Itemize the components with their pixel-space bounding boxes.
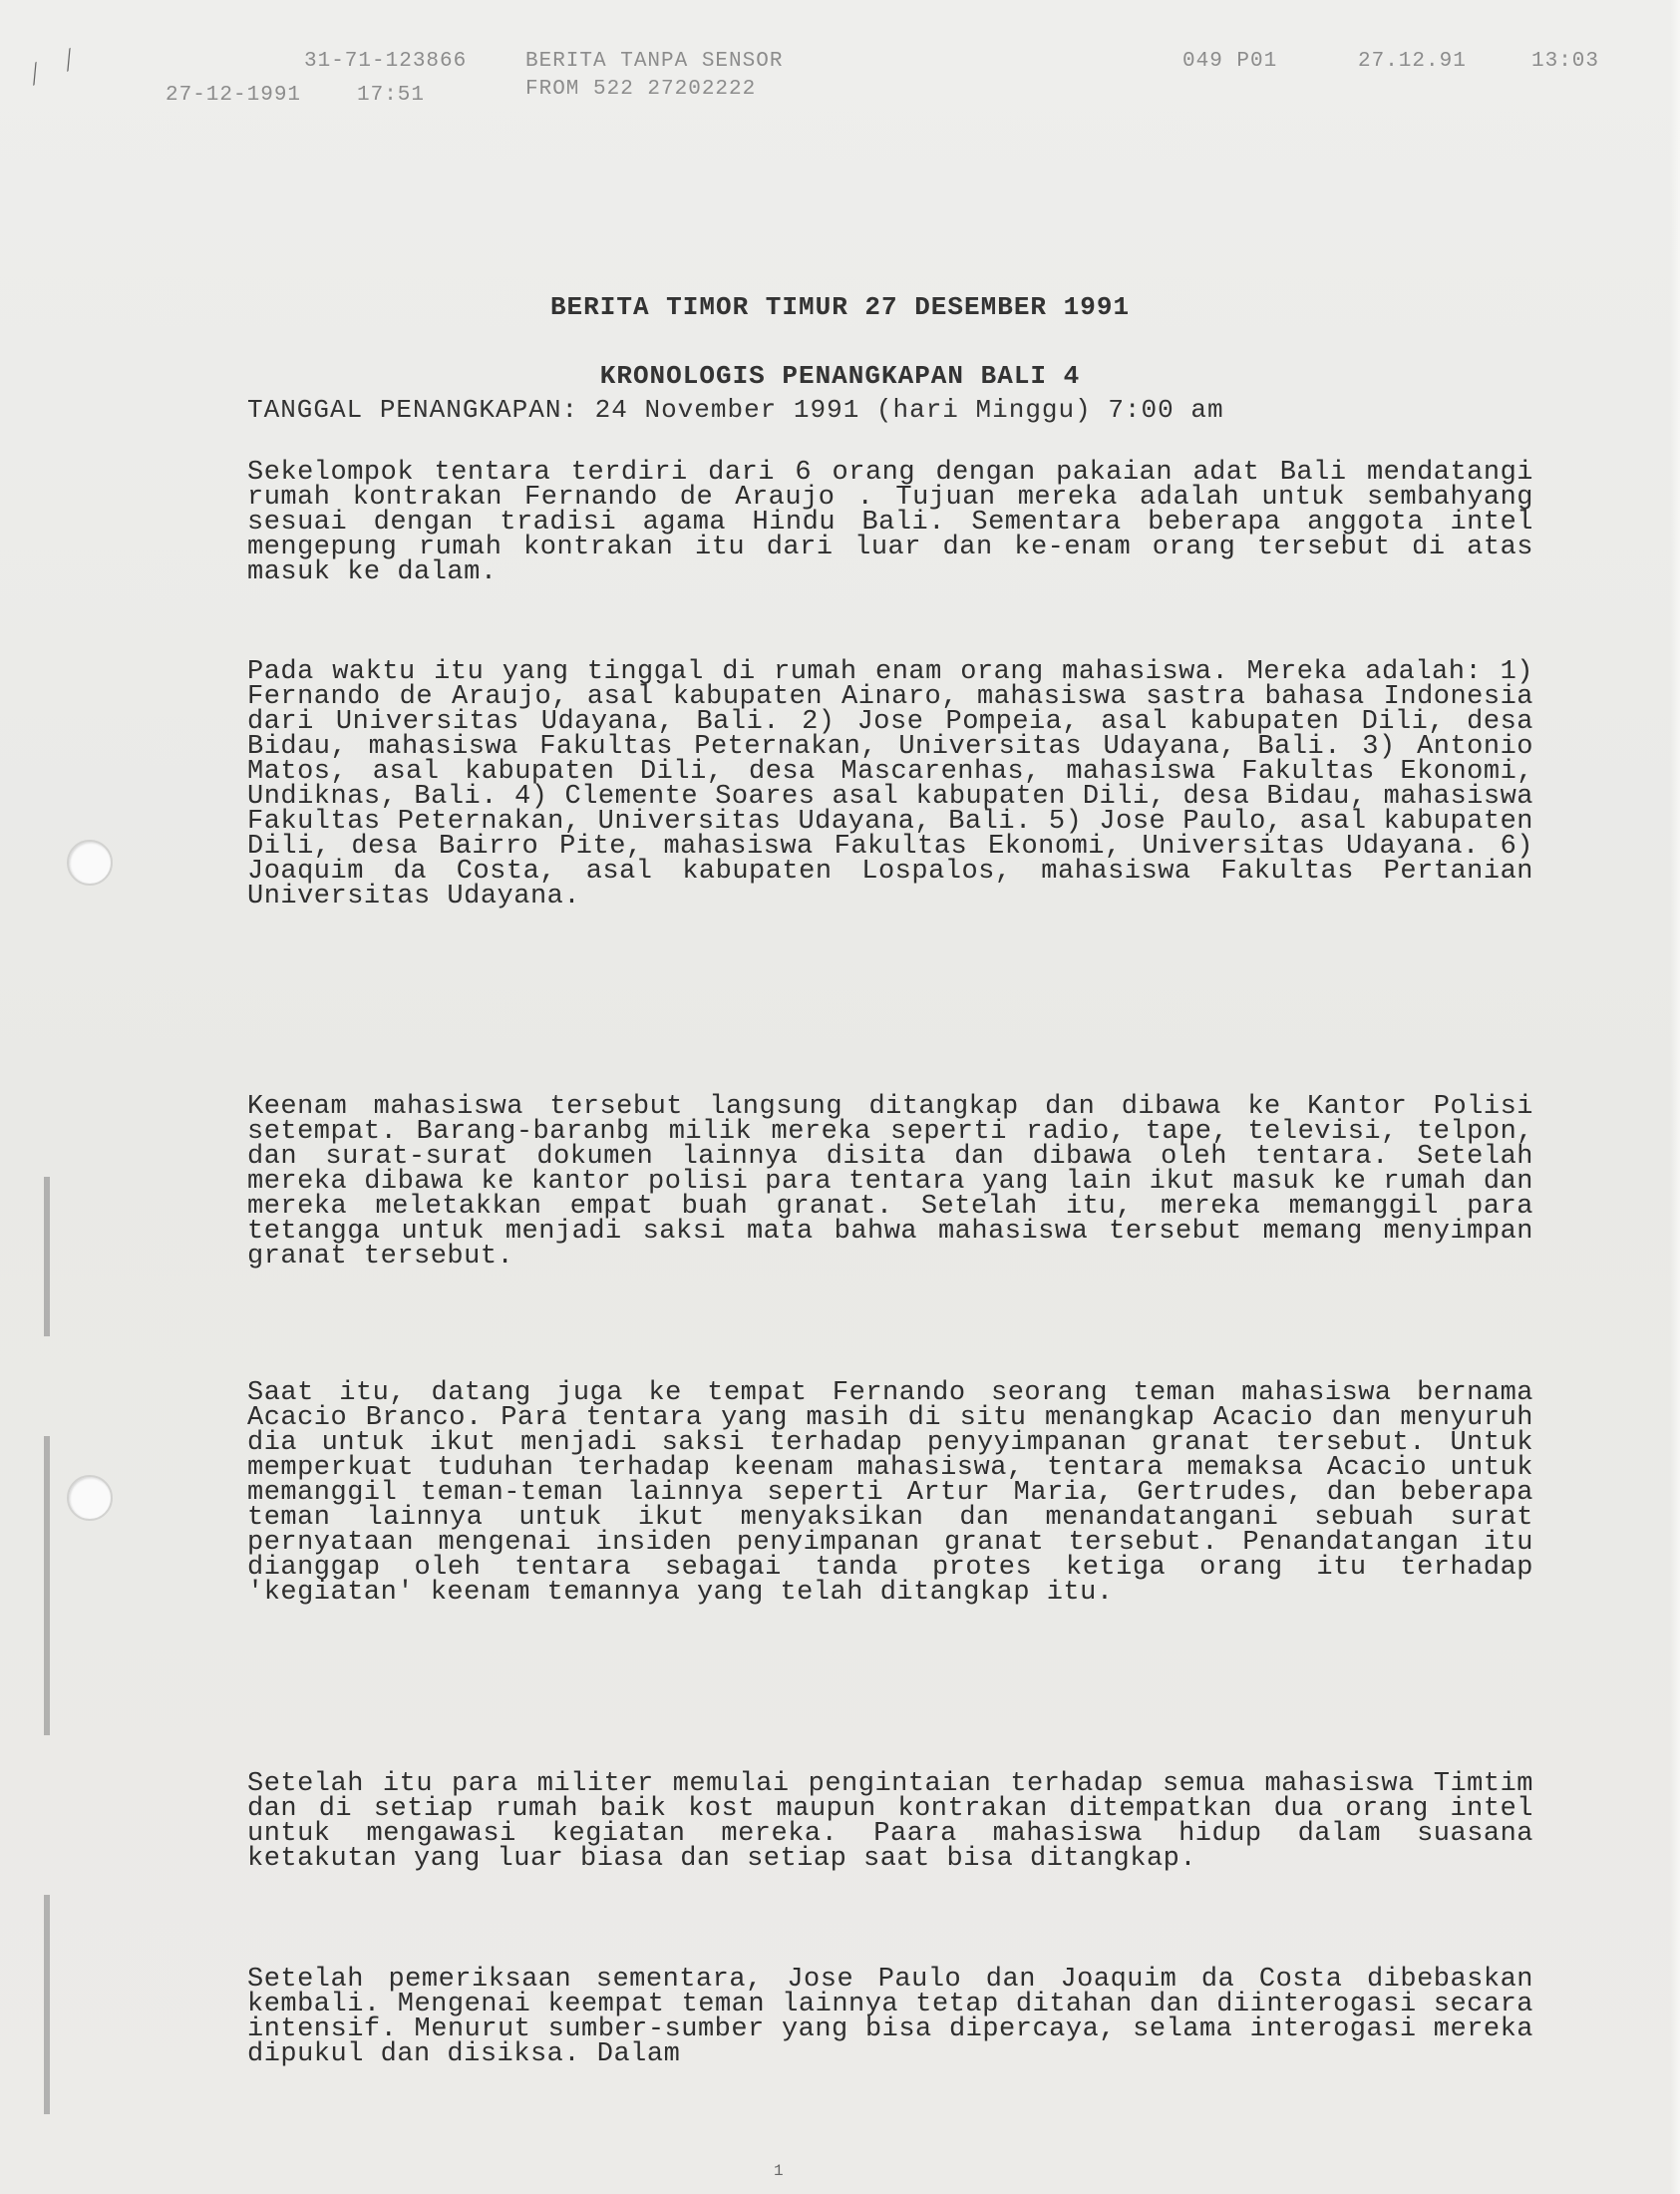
fax-header-received-time: 17:51 — [357, 84, 426, 107]
page-number: 1 — [774, 2162, 784, 2180]
paragraph-1: Sekelompok tentara terdiri dari 6 orang dengan pakaian adat Bali mendatangi rumah kontrakan Fernando de Araujo . Tujuan mereka adalah untuk sembahyang sesuai dengan tradisi agama Hindu Bali. Sementara beberapa anggota intel mengepung rumah kontrakan itu dari luar dan ke-enam orang tersebut di atas masuk ke dalam. — [247, 458, 1533, 587]
scan-edge-mark — [44, 1177, 50, 1336]
fax-header-date: 27.12.91 — [1358, 50, 1467, 73]
fax-header-sender-number: 31-71-123866 — [304, 50, 468, 73]
scan-edge-mark — [44, 1436, 50, 1735]
paragraph-4: Saat itu, datang juga ke tempat Fernando seorang teman mahasiswa bernama Acacio Branco. Para tentara yang masih di situ menangkap Acacio dan menyuruh dia untuk ikut menjadi saksi terhadap penyyimpanan granat tersebut. Untuk memperkuat tuduhan terhadap keenam mahasiswa, tentara memaksa Acacio untuk memanggil teman-teman lainnya seperti Artur Maria, Gertrudes, dan beberapa teman lainnya untuk ikut menyaksikan dan menandatangani sebuah surat pernyataan mengenai insiden penyimpanan granat tersebut. Penandatangan itu dianggap oleh tentara sebagai tanda protes ketiga orang itu terhadap 'kegiatan' keenam temannya yang telah ditangkap itu. — [247, 1378, 1533, 1608]
paragraph-3: Keenam mahasiswa tersebut langsung ditangkap dan dibawa ke Kantor Polisi setempat. Barang-baranbg milik mereka seperti radio, tape, televisi, telpon, dan surat-surat dokumen lainnya disita dan dibawa oleh tentara. Setelah mereka dibawa ke kantor polisi para tentara yang lain ikut masuk ke rumah dan mereka meletakkan empat buah granat. Setelah itu, mereka memanggil para tetangga untuk menjadi saksi mata bahwa mahasiswa tersebut memang menyimpan granat tersebut. — [247, 1092, 1533, 1272]
paragraph-2: Pada waktu itu yang tinggal di rumah enam orang mahasiswa. Mereka adalah: 1) Fernando de Araujo, asal kabupaten Ainaro, mahasiswa sastra bahasa Indonesia dari Universitas Udayana, Bali. 2) Jose Pompeia, asal kabupaten Dili, desa Bidau, mahasiswa Fakultas Peternakan, Universitas Udayana, Bali. 3) Antonio Matos, asal kabupaten Dili, desa Mascarenhas, mahasiswa Fakultas Ekonomi, Undiknas, Bali. 4) Clemente Soares asal kabupaten Dili, desa Bidau, mahasiswa Fakultas Peternakan, Universitas Udayana, Bali. 5) Jose Paulo, asal kabupaten Dili, desa Bairro Pite, mahasiswa Fakultas Ekonomi, Universitas Udayana. 6) Joaquim da Costa, asal kabupaten Lospalos, mahasiswa Fakultas Pertanian Universitas Udayana. — [247, 657, 1533, 912]
paragraph-6: Setelah pemeriksaan sementara, Jose Paulo dan Joaquim da Costa dibebaskan kembali. Mengenai keempat teman lainnya tetap ditahan dan diinterogasi secara intensif. Menurut sumber-sumber yang bisa dipercaya, selama interogasi mereka dipukul dan disiksa. Dalam — [247, 1965, 1533, 2069]
fax-header-page: 049 P01 — [1182, 50, 1278, 73]
scan-edge-mark — [44, 1895, 50, 2114]
page-edge — [1670, 0, 1680, 2194]
arrest-date-line: TANGGAL PENANGKAPAN: 24 November 1991 (hari Minggu) 7:00 am — [247, 395, 1224, 425]
punch-hole — [67, 840, 113, 886]
staple-mark: ⟋ — [22, 60, 52, 93]
fax-header-sender-name: BERITA TANPA SENSOR — [525, 50, 784, 73]
fax-header-from: FROM 522 27202222 — [525, 78, 757, 101]
staple-mark: ⟋ — [56, 46, 86, 79]
fax-header-time: 13:03 — [1531, 50, 1600, 73]
fax-header-received-date: 27-12-1991 — [166, 84, 302, 107]
punch-hole — [67, 1475, 113, 1521]
document-subtitle: KRONOLOGIS PENANGKAPAN BALI 4 — [599, 361, 1081, 391]
paragraph-5: Setelah itu para militer memulai pengintaian terhadap semua mahasiswa Timtim dan di setiap rumah baik kost maupun kontrakan ditempatkan dua orang intel untuk mengawasi kegiatan mereka. Paara mahasiswa hidup dalam suasana ketakutan yang luar biasa dan setiap saat bisa ditangkap. — [247, 1769, 1533, 1874]
document-title: BERITA TIMOR TIMUR 27 DESEMBER 1991 — [549, 292, 1131, 322]
